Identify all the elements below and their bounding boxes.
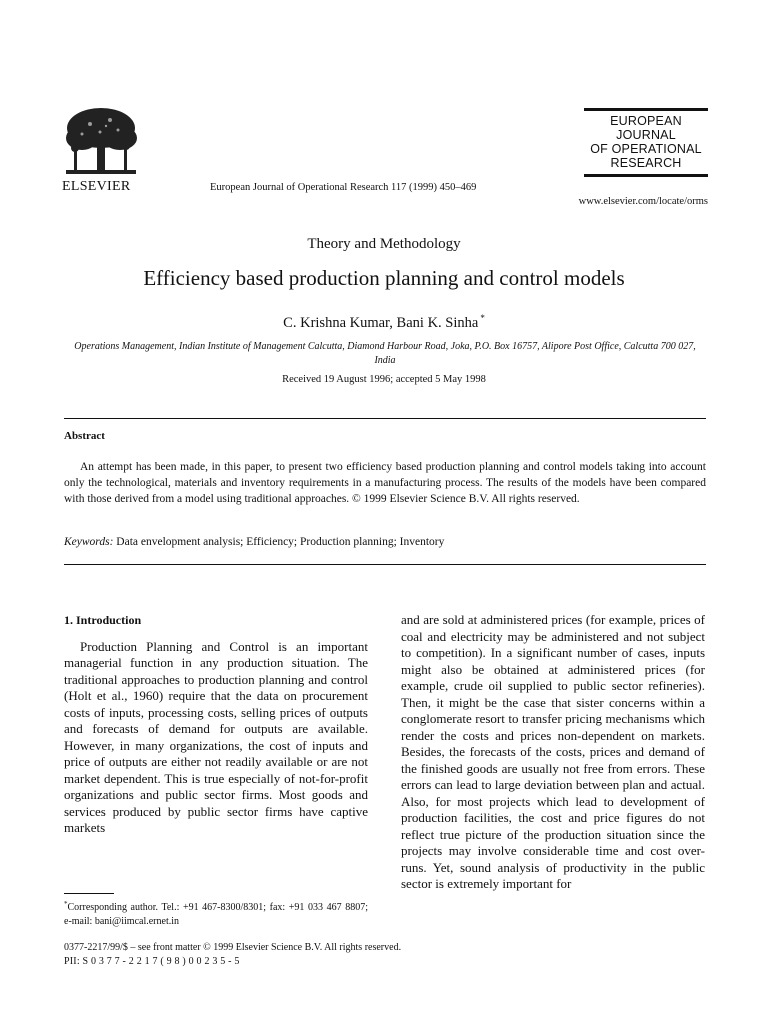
keywords-label: Keywords: <box>64 536 114 548</box>
journal-logo-line: RESEARCH <box>610 156 682 170</box>
elsevier-tree-logo <box>60 104 142 180</box>
journal-logo-line: OF OPERATIONAL <box>590 142 702 156</box>
pii-line: PII: S 0 3 7 7 - 2 2 1 7 ( 9 8 ) 0 0 2 3 5 - 5 <box>64 956 240 967</box>
author-names: C. Krishna Kumar, Bani K. Sinha <box>283 315 479 331</box>
abstract-top-rule <box>64 418 706 419</box>
keywords-list: Data envelopment analysis; Efficiency; Production planning; Inventory <box>116 536 445 548</box>
author-affiliation: Operations Management, Indian Institute of Management Calcutta, Diamond Harbour Road, Joka, P.O. Box 16757, Alipore Post Office, Calcutta 700 027, India <box>74 341 696 366</box>
keywords-line <box>64 536 444 548</box>
corresponding-author-mark: * <box>480 313 485 323</box>
section-heading: 1. Introduction <box>64 613 142 627</box>
journal-logo <box>584 108 708 177</box>
journal-logo-line: EUROPEAN <box>610 114 682 128</box>
article-title: Efficiency based production planning and control models <box>143 266 625 290</box>
abstract-bottom-rule <box>64 564 706 565</box>
copyright-line: 0377-2217/99/$ – see front matter © 1999 Elsevier Science B.V. All rights reserved. <box>64 942 402 953</box>
journal-logo-rule-bottom <box>584 174 708 177</box>
footnote-text: Corresponding author. Tel.: +91 467-8300/8301; fax: +91 033 467 8807; e-mail: bani@iimcal.ernet.in <box>64 902 368 927</box>
body-column-right <box>401 612 705 893</box>
article-section-label: Theory and Methodology <box>307 236 461 252</box>
received-dates: Received 19 August 1996; accepted 5 May 1998 <box>282 374 486 385</box>
journal-logo-line: JOURNAL <box>616 128 676 142</box>
journal-url-link[interactable]: www.elsevier.com/locate/orms <box>578 196 708 207</box>
body-paragraph: Production Planning and Control is an important managerial function in any production situation. The traditional approaches to production planning and control (Holt et al., 1960) require that the data on procurement costs of inputs, processing costs, selling prices of outputs and forecasts of demand for outputs are available. However, in many organizations, the cost of inputs and price of outputs are either not readily available or are not market dependent. This is true especially of not-for-profit organizations and public sector firms. Most goods and services produced by public sector firms have captive markets <box>64 638 368 835</box>
body-paragraph: and are sold at administered prices (for example, prices of coal and electricity may be administered and not subject to competition). In a significant number of cases, inputs might also be obtained at administered prices (for example, crude oil supplied to public sector refineries). Then, it might be the case that sister concerns within a conglomerate resort to transfer pricing mechanisms which render the costs and prices non-dependent on markets. Besides, the forecasts of the costs, prices and demand of the finished goods are usually not free from errors. These errors can lead to large deviation between plan and actual. Also, for most projects which lead to development of production facilities, the cost and price figures do not reflect true picture of the production situation since the projects may involve considerable time and cost over-runs. Yet, sound analysis of productivity in the public sector is extremely important for <box>401 612 705 891</box>
abstract-heading: Abstract <box>64 430 105 442</box>
journal-logo-rule-top <box>584 108 708 111</box>
footnote-rule <box>64 893 114 894</box>
abstract-text: An attempt has been made, in this paper, to present two efficiency based production planning and control models taking into account only the technological, materials and inventory requirements in a manufacturing process. The results of the models have been compared with those derived from a model using traditional approaches. © 1999 Elsevier Science B.V. All rights reserved. <box>64 461 706 505</box>
body-column-left <box>64 612 368 837</box>
footnote-mark: * <box>64 900 68 908</box>
article-authors <box>0 313 768 332</box>
publisher-name: ELSEVIER <box>62 179 131 194</box>
footnote <box>64 897 368 929</box>
journal-citation: European Journal of Operational Research 117 (1999) 450–469 <box>210 182 477 193</box>
